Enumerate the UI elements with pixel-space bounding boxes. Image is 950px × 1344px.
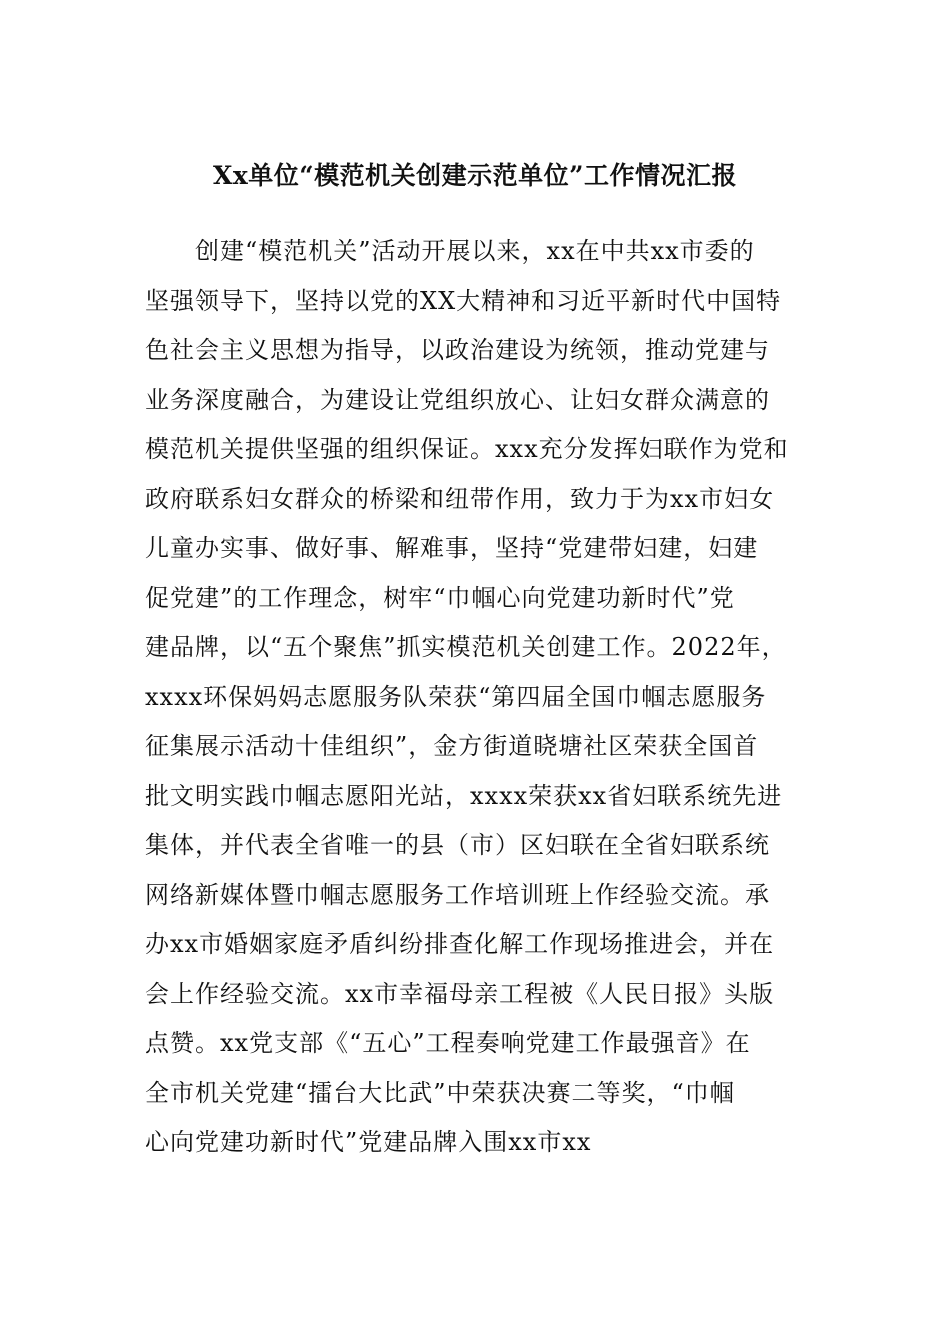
body-line: 儿童办实事、做好事、解难事，坚持“党建带妇建，妇建 xyxy=(145,534,759,562)
body-line: 建品牌，以“五个聚焦”抓实模范机关创建工作。2022年， xyxy=(145,633,787,661)
document-body xyxy=(145,227,815,1168)
body-line: 色社会主义思想为指导，以政治建设为统领，推动党建与 xyxy=(145,336,770,364)
body-line: 促党建”的工作理念，树牢“巾帼心向党建功新时代”党 xyxy=(145,583,735,612)
document-title: Xx单位“模范机关创建示范单位”工作情况汇报 xyxy=(212,161,738,190)
body-line: 政府联系妇女群众的桥梁和纽带作用，致力于为xx市妇女 xyxy=(145,484,775,513)
body-line: 网络新媒体暨巾帼志愿服务工作培训班上作经验交流。承 xyxy=(145,880,770,909)
body-line: 会上作经验交流。xx市幸福母亲工程被《人民日报》头版 xyxy=(145,979,775,1008)
body-line: 创建“模范机关”活动开展以来，xx在中共xx市委的 xyxy=(195,237,755,265)
body-line: 业务深度融合，为建设让党组织放心、让妇女群众满意的 xyxy=(145,385,770,414)
body-line: xxxx环保妈妈志愿服务队荣获“第四届全国巾帼志愿服务 xyxy=(145,682,767,711)
body-line: 点赞。xx党支部《“五心”工程奏响党建工作最强音》在 xyxy=(145,1029,751,1057)
body-line: 坚强领导下，坚持以党的XX大精神和习近平新时代中国特 xyxy=(145,286,782,315)
body-line: 征集展示活动十佳组织”，金方街道晓塘社区荣获全国首 xyxy=(145,732,759,760)
body-line: 模范机关提供坚强的组织保证。xxx充分发挥妇联作为党和 xyxy=(145,435,789,463)
body-line: 办xx市婚姻家庭矛盾纠纷排查化解工作现场推进会，并在 xyxy=(145,930,775,958)
body-line: 心向党建功新时代”党建品牌入围xx市xx xyxy=(145,1128,592,1156)
body-line: 批文明实践巾帼志愿阳光站，xxxx荣获xx省妇联系统先进 xyxy=(145,781,783,810)
body-line: 全市机关党建“擂台大比武”中荣获决赛二等奖，“巾帼 xyxy=(145,1078,735,1107)
body-line: 集体，并代表全省唯一的县（市）区妇联在全省妇联系统 xyxy=(145,831,770,859)
